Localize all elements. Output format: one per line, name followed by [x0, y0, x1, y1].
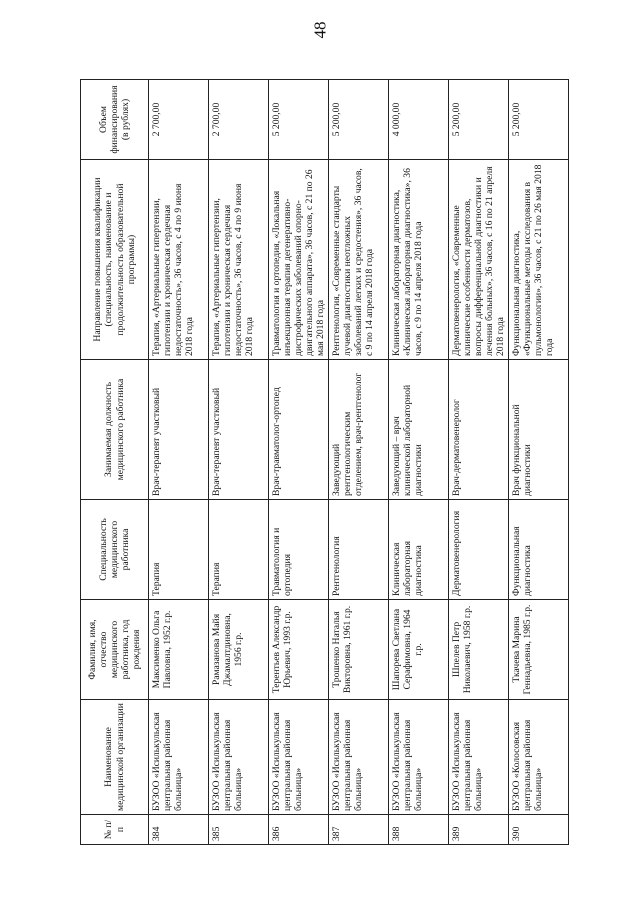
row-org: БУЗОО «Исилькульская центральная районная больница» — [449, 700, 509, 815]
row-funding: 2 700,00 — [149, 80, 209, 160]
row-funding: 2 700,00 — [209, 80, 269, 160]
row-direction: Клиническая лабораторная диагностика, «Клиническая лабораторная диагностика», 36 часов, с 9 по 14 апреля 2018 года — [389, 160, 449, 360]
row-num: 386 — [269, 815, 329, 845]
row-org: БУЗОО «Исилькульская центральная районная больница» — [329, 700, 389, 815]
table-row — [209, 80, 269, 845]
row-funding: 4 000,00 — [389, 80, 449, 160]
row-direction: Функциональная диагностика, «Функциональные методы исследования в пульмонологии», 36 часов, с 21 по 26 мая 2018 года — [509, 160, 569, 360]
row-org: БУЗОО «Колосовская центральная районная больница» — [509, 700, 569, 815]
table-row — [269, 80, 329, 845]
header-direction: Направление повышения квалификации (специальность, наименование и продолжительность образовательной программы) — [81, 160, 149, 360]
header-org: Наименование медицинской организации — [81, 700, 149, 815]
row-name: Шапорева Светлана Серафимовна, 1964 г.р. — [389, 600, 449, 700]
row-num: 384 — [149, 815, 209, 845]
row-name: Трошенко Наталья Викторовна, 1961 г.р. — [329, 600, 389, 700]
row-direction: Дерматовенерология, «Современные клинические особенности дерматозов, вопросы дифференциальной диагностики и лечения больных», 36 часов, с 16 по 21 апреля 2018 года — [449, 160, 509, 360]
document-table-wrapper — [80, 80, 556, 845]
table-header-row — [81, 80, 149, 845]
row-num: 389 — [449, 815, 509, 845]
row-direction: Терапия, «Артериальные гипертензии, гипотензии и хроническая сердечная недостаточность», 36 часов, с 4 по 9 июня 2018 года — [149, 160, 209, 360]
row-spec: Терапия — [149, 500, 209, 600]
table-row — [449, 80, 509, 845]
row-spec: Рентгенология — [329, 500, 389, 600]
row-position: Заведующий рентгенологическим отделением, врач-рентгенолог — [329, 360, 389, 500]
row-direction: Травматология и ортопедия, «Локальная инъекционная терапия дегенеративно-дистрофических заболеваний опорно-двигательного аппарата», 36 часов, с 21 по 26 мая 2018 года — [269, 160, 329, 360]
row-funding: 5 200,00 — [449, 80, 509, 160]
row-org: БУЗОО «Исилькульская центральная районная больница» — [389, 700, 449, 815]
row-position: Врач-терапевт участковый — [149, 360, 209, 500]
header-num: № п/п — [81, 815, 149, 845]
header-funding: Объем финансирования (в рублях) — [81, 80, 149, 160]
table-row — [509, 80, 569, 845]
row-spec: Терапия — [209, 500, 269, 600]
header-name: Фамилия, имя, отчество медицинского работника, год рождения — [81, 600, 149, 700]
row-direction: Терапия, «Артериальные гипертензии, гипотензии и хроническая сердечная недостаточность», 36 часов, с 4 по 9 июня 2018 года — [209, 160, 269, 360]
table-row — [329, 80, 389, 845]
row-name: Рамазанова Майя Джамалтдиновна, 1956 г.р. — [209, 600, 269, 700]
row-spec: Клиническая лабораторная диагностика — [389, 500, 449, 600]
row-num: 390 — [509, 815, 569, 845]
row-org: БУЗОО «Исилькульская центральная районная больница» — [269, 700, 329, 815]
row-num: 388 — [389, 815, 449, 845]
row-funding: 5 200,00 — [509, 80, 569, 160]
row-position: Врач-терапевт участковый — [209, 360, 269, 500]
row-direction: Рентгенология, «Современные стандарты лучевой диагностики неотложных заболеваний легких и средостения», 36 часов, с 9 по 14 апреля 2018 года — [329, 160, 389, 360]
page-number: 48 — [310, 21, 330, 39]
row-name: Терентьев Александр Юрьевич, 1993 г.р. — [269, 600, 329, 700]
row-spec: Дерматовенерология — [449, 500, 509, 600]
row-position: Врач-дерматовенеролог — [449, 360, 509, 500]
table-row — [389, 80, 449, 845]
row-spec: Травматология и ортопедия — [269, 500, 329, 600]
row-funding: 5 200,00 — [269, 80, 329, 160]
row-name: Ткачева Марина Геннадьевна, 1985 г.р. — [509, 600, 569, 700]
row-funding: 5 200,00 — [329, 80, 389, 160]
row-position: Заведующий – врач клинической лабораторной диагностики — [389, 360, 449, 500]
row-num: 387 — [329, 815, 389, 845]
row-org: БУЗОО «Исилькульская центральная районная больница» — [149, 700, 209, 815]
row-org: БУЗОО «Исилькульская центральная районная больница» — [209, 700, 269, 815]
row-name: Максименко Ольга Павловна, 1952 г.р. — [149, 600, 209, 700]
row-spec: Функциональная диагностика — [509, 500, 569, 600]
row-num: 385 — [209, 815, 269, 845]
header-position: Занимаемая должность медицинского работника — [81, 360, 149, 500]
header-spec: Специальность медицинского работника — [81, 500, 149, 600]
row-position: Врач функциональной диагностики — [509, 360, 569, 500]
table-row — [149, 80, 209, 845]
training-table — [80, 79, 569, 845]
row-position: Врач-травматолог-ортопед — [269, 360, 329, 500]
row-name: Шпелев Петр Николаевич, 1958 г.р. — [449, 600, 509, 700]
